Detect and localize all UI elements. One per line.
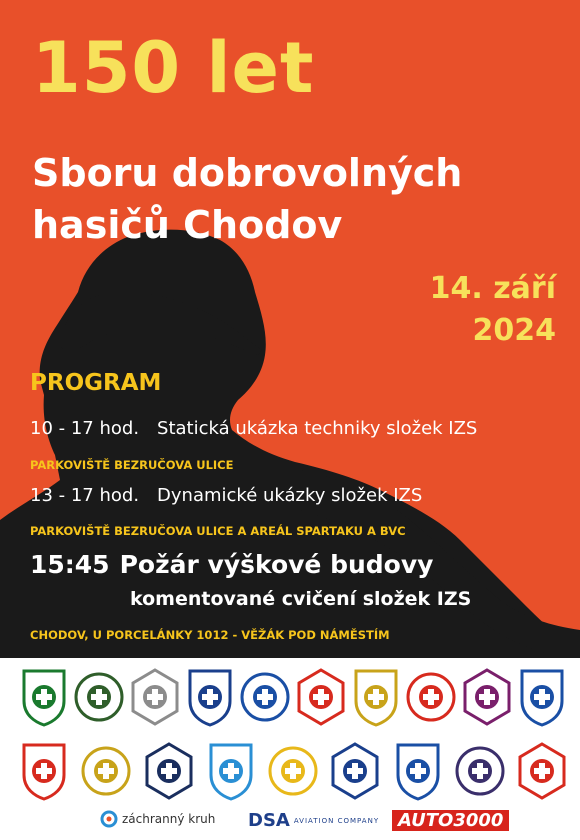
program-item-2 — [30, 485, 422, 506]
fire-brigade-crest-icon — [18, 740, 70, 802]
ambulance-service-icon — [461, 666, 513, 728]
auto3000-logo: AUTO3000 — [392, 810, 509, 831]
czech-red-cross-icon — [405, 666, 457, 728]
program-item-desc: Dynamické ukázky složek IZS — [157, 485, 423, 506]
fire-brigade-emblem-icon — [73, 666, 125, 728]
police-cr-icon — [143, 740, 195, 802]
ring-icon — [100, 810, 118, 828]
program-item-time: 10 - 17 hod. — [30, 418, 140, 439]
fire-rescue-service-icon — [184, 666, 236, 728]
program-item-desc: Požár výškové budovy — [119, 550, 434, 579]
program-item-desc: Statická ukázka techniky složek IZS — [157, 418, 478, 439]
program-item-time: 13 - 17 hod. — [30, 485, 140, 506]
program-heading: PROGRAM — [30, 370, 162, 396]
rescue-z-icon — [239, 666, 291, 728]
dsa-sub-text: AVIATION COMPANY — [293, 816, 380, 825]
water-rescue-icon — [516, 666, 568, 728]
zachranny-kruh-logo — [100, 810, 215, 828]
justice-emblem-icon — [454, 740, 506, 802]
event-date — [430, 268, 556, 352]
czech-republic-service-icon — [392, 740, 444, 802]
program-item-location: PARKOVIŠTĚ BEZRUČOVA ULICE A AREÁL SPARTAKU A BVC — [30, 524, 406, 538]
program-item-time: 15:45 — [30, 550, 110, 579]
sar-icon — [516, 740, 568, 802]
dsa-logo — [248, 810, 379, 831]
mountain-rescue-icon — [350, 666, 402, 728]
logo-row-1 — [18, 666, 568, 728]
program-item-3 — [30, 550, 433, 579]
logo-row-2 — [18, 740, 568, 802]
dsa-text: DSA — [248, 810, 290, 831]
sponsor-footer — [0, 806, 580, 836]
hospital-emblem-icon — [329, 740, 381, 802]
police-municipal-icon — [129, 666, 181, 728]
customs-badge-icon — [80, 740, 132, 802]
title-150-let: 150 let — [32, 27, 315, 109]
title-line-1: Sboru dobrovolných — [32, 151, 463, 195]
air-rescue-icon — [205, 740, 257, 802]
chodov-coat-of-arms-icon — [18, 666, 70, 728]
partner-logos — [0, 658, 580, 840]
date-year: 2024 — [472, 313, 556, 348]
zachranny-kruh-text: záchranný kruh — [122, 812, 216, 826]
program-item-1 — [30, 418, 477, 439]
date-day: 14. září — [429, 271, 556, 306]
title-line-2: hasičů Chodov — [32, 203, 343, 247]
program-item-location: CHODOV, U PORCELÁNKY 1012 - VĚŽÁK POD NÁMĚSTÍM — [30, 628, 390, 642]
program-item-location: PARKOVIŠTĚ BEZRUČOVA ULICE — [30, 458, 234, 472]
krystof-7-icon — [295, 666, 347, 728]
program-item-sub: komentované cvičení složek IZS — [130, 588, 472, 610]
rescue-star-icon — [267, 740, 319, 802]
